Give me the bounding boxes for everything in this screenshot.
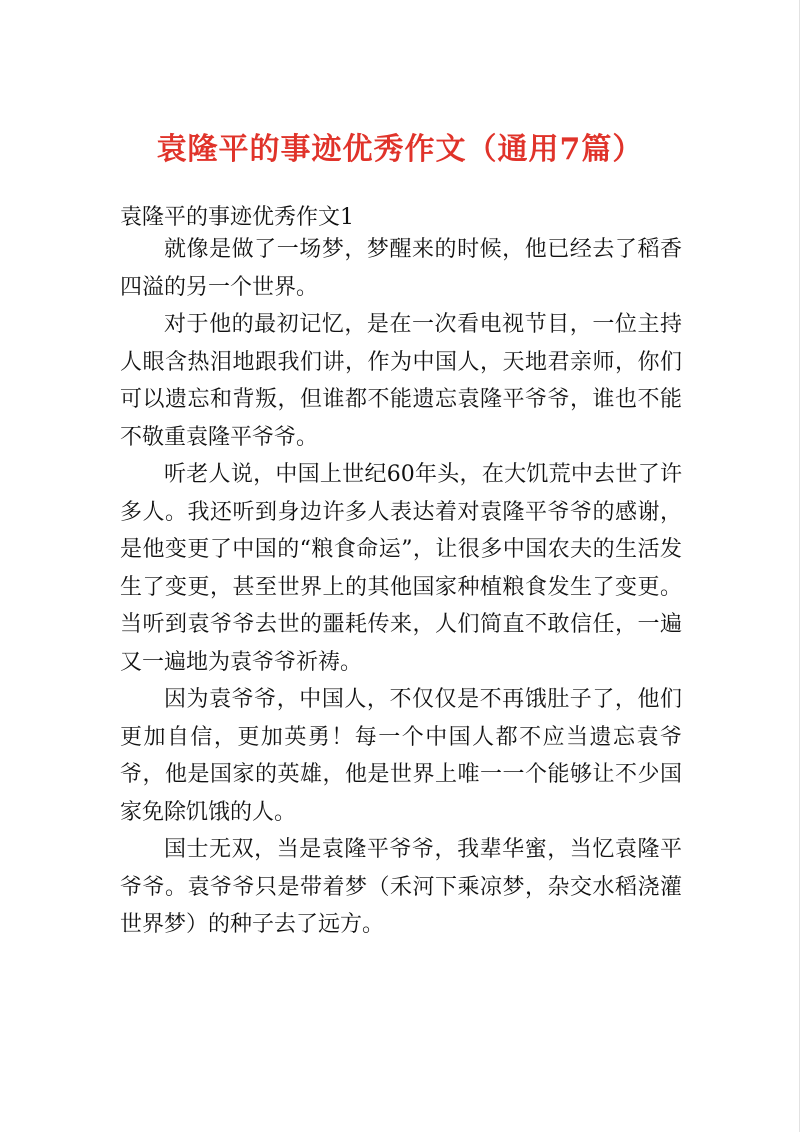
paragraph: 就像是做了一场梦，梦醒来的时候，他已经去了稻香四溢的另一个世界。 bbox=[120, 237, 682, 300]
paragraph: 国士无双，当是袁隆平爷爷，我辈华蜜，当忆袁隆平爷爷。袁爷爷只是带着梦（禾河下乘凉梦，杂交水稻浇灌世界梦）的种子去了远方。 bbox=[120, 837, 682, 937]
paragraph: 因为袁爷爷，中国人，不仅仅是不再饿肚子了，他们更加自信，更加英勇！每一个中国人都不应当遗忘袁爷爷，他是国家的英雄，他是世界上唯一一个能够让不少国家免除饥饿的人。 bbox=[120, 687, 682, 825]
article-body bbox=[120, 231, 682, 944]
document-title: 袁隆平的事迹优秀作文（通用7篇） bbox=[156, 132, 644, 167]
paragraph: 对于他的最初记忆，是在一次看电视节目，一位主持人眼含热泪地跟我们讲，作为中国人，天地君亲师，你们可以遗忘和背叛，但谁都不能遗忘袁隆平爷爷，谁也不能不敬重袁隆平爷爷。 bbox=[120, 312, 682, 450]
section-heading: 袁隆平的事迹优秀作文1 bbox=[120, 205, 354, 230]
paragraph: 听老人说，中国上世纪60年头，在大饥荒中去世了许多人。我还听到身边许多人表达着对袁隆平爷爷的感谢，是他变更了中国的“粮食命运”，让很多中国农夫的生活发生了变更，甚至世界上的其他国家种植粮食发生了变更。当听到袁爷爷去世的噩耗传来，人们简直不敢信任，一遍又一遍地为袁爷爷祈祷。 bbox=[120, 462, 682, 675]
